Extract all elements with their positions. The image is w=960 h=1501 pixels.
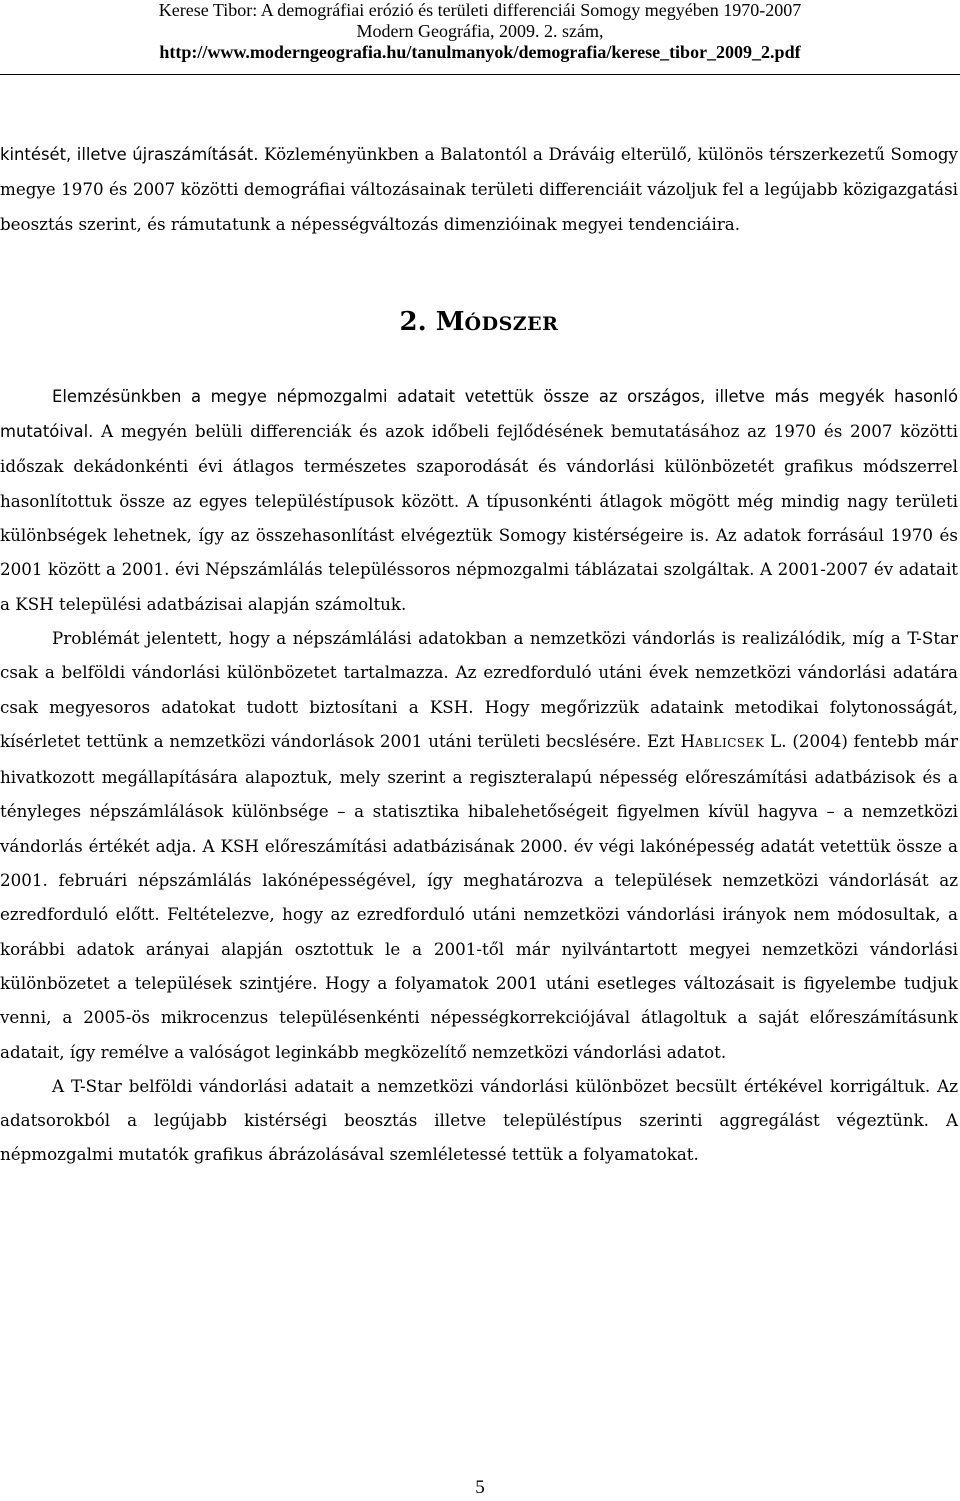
section-title-initial: M: [435, 306, 465, 337]
author-name-initial: H: [680, 730, 696, 751]
running-header: [0, 0, 960, 63]
author-name-rest: ABLICSEK: [695, 735, 765, 750]
header-citation: Kerese Tibor: A demográfiai erózió és területi differenciái Somogy megyében 1970-2007: [158, 0, 802, 20]
header-rule: [0, 74, 960, 75]
intro-serif-text: Közleményünkben a Balatontól a Dráváig elterülő, különös térszerkezetű Somogy megye 1970 és 2007 közötti demográfiai változásainak területi differenciáit vázoljuk fel a legújabb közigazgatási beosztás szerint, és rámutatunk a népességváltozás dimenzióinak megyei tendenciáira.: [0, 144, 958, 234]
article-body: [0, 137, 958, 1172]
intro-paragraph: [0, 137, 958, 241]
method-paragraph-1-serif: A megyén belüli differenciák és azok időbeli fejlődésének bemutatásához az 1970 és 2007 közötti időszak dekádonkénti évi átlagos természetes szaporodását és vándorlási különbözetét grafikus módszerrel hasonlítottuk össze az egyes településtípusok között. A típusonkénti átlagok mögött még mindig nagy területi különbségek lehetnek, így az összehasonlítást elvégeztük Somogy kistérségeire is. Az adatok forrásául 1970 és 2001 között a 2001. évi Népszámlálás településsoros népmozgalmi táblázatai szolgáltak. A 2001-2007 év adatait a KSH települési adatbázisai alapján számoltuk.: [0, 421, 958, 614]
header-journal: Modern Geográfia, 2009. 2. szám,: [356, 21, 604, 41]
method-paragraph-2-end: L. (2004) fentebb már hivatkozott megállapítására alapoztuk, mely szerint a regiszteralapú népesség előreszámítási adatbázisok és a tényleges népszámlálások különbsége – a statisztika hibalehetőségeit figyelmen kívül hagyva – a nemzetközi vándorlás értékét adja. A KSH előreszámítási adatbázisának 2000. év végi lakónépesség adatát vetettük össze a 2001. februári népszámlálás lakónépességével, így meghatározva a települések nemzetközi vándorlását az ezredforduló előtt. Feltételezve, hogy az ezredforduló utáni nemzetközi vándorlási irányok nem módosultak, a korábbi adatok arányai alapján osztottuk le a 2001-től már nyilvántartott megyei nemzetközi vándorlási különbözetet a települések szintjére. Hogy a folyamatok 2001 utáni esetleges változásait is figyelembe tudjuk venni, a 2005-ös mikrocenzus településenkénti népességkorrekciójával átlagoltuk a saját előreszámításunk adatait, így remélve a valóságot leginkább megközelítő nemzetközi vándorlási adatot.: [0, 730, 958, 1062]
section-heading: [0, 307, 958, 339]
intro-sans-text: kintését, illetve újraszámítását.: [0, 145, 259, 164]
method-paragraph-2: [0, 621, 958, 1069]
section-number: 2.: [399, 306, 427, 337]
page-number: 5: [475, 1477, 485, 1498]
method-paragraph-3: A T-Star belföldi vándorlási adatait a nemzetközi vándorlási különbözet becsült értékével korrigáltuk. Az adatsorokból a legújabb kistérségi beosztás illetve településtípus szerinti aggregálást végeztünk. A népmozgalmi mutatók grafikus ábrázolásával szemléletessé tettük a folyamatokat.: [0, 1075, 958, 1165]
method-paragraph-1-sans: Elemzésünkben a megye népmozgalmi adatait vetettük össze az országos, illetve más megyék hasonló mutatóival.: [0, 386, 958, 442]
section-title-rest: ÓDSZER: [464, 312, 559, 335]
header-url: http://www.moderngeografia.hu/tanulmanyok/demografia/kerese_tibor_2009_2.pdf: [159, 42, 801, 62]
method-paragraph-1: [0, 379, 958, 621]
method-paragraph-2-start: Problémát jelentett, hogy a népszámlálási adatokban a nemzetközi vándorlás is realizálódik, míg a T-Star csak a belföldi vándorlási különbözetet tartalmazza. Az ezredforduló utáni évek nemzetközi vándorlási adatára csak megyesoros adatokat tudott biztosítani a KSH. Hogy megőrizzük adataink metodikai folytonosságát, kísérletet tettünk a nemzetközi vándorlások 2001 utáni területi becslésére. Ezt: [0, 627, 958, 751]
